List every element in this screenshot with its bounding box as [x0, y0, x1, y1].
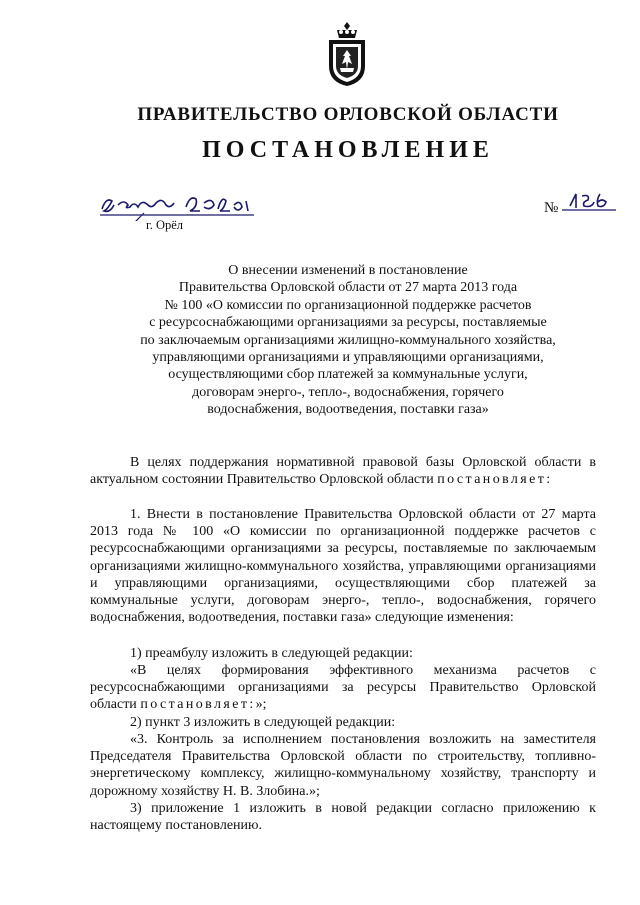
paragraph-1: 1. Внести в постановление Правительства Орловской области от 27 марта 2013 года № 100 «О комиссии по организационной поддержке расчетов с ресурсоснабжающими организациями за ресурсы, поставляемые по заключаемым организациями жилищно-коммунального хозяйства, управляющими организациями и управляющими организациями, осуществляющими сбор платежей за коммунальные услуги, договорам энерго-, тепло-, водоснабжения, горячего водоснабжения, водоотведения, поставки газа» следующие изменения:: [90, 507, 596, 626]
title-line: договорам энерго-, тепло-, водоснабжения, горячего: [192, 384, 504, 400]
title-line: с ресурсоснабжающими организациями за ресурсы, поставляемые: [149, 315, 547, 331]
intro-text: В целях поддержания нормативной правовой базы Орловской области в актуальном состоянии Правительство Орловской области: [90, 455, 596, 488]
title-line: водоснабжения, водоотведения, поставки газа»: [207, 402, 489, 418]
title-line: Правительства Орловской области от 27 марта 2013 года: [178, 280, 518, 296]
paragraph-1-1: 1) преамбулу изложить в следующей редакции:: [130, 646, 413, 661]
paragraph-1-1-quote: [90, 662, 596, 714]
document-type: ПОСТАНОВЛЕНИЕ: [202, 137, 494, 163]
intro-resolve-word: постановляет:: [437, 472, 553, 488]
city: г. Орёл: [146, 218, 184, 232]
title-line: по заключаемым организациями жилищно-коммунального хозяйства,: [140, 332, 556, 348]
paragraph-1-2: 2) пункт 3 изложить в следующей редакции:: [130, 715, 396, 730]
quote-end: »;: [255, 697, 267, 713]
title-line: управляющими организациями и управляющими организациями,: [152, 350, 544, 366]
handwritten-date: [96, 189, 258, 221]
title-line: осуществляющими сбор платежей за коммунальные услуги,: [168, 367, 528, 383]
number-label: №: [544, 200, 559, 216]
quote-text: «В целях формирования эффективного механизма расчетов с ресурсоснабжающими организациями за ресурсы Правительство Орловской области: [90, 663, 596, 713]
coat-of-arms-icon: [323, 20, 371, 88]
decree-title: [60, 262, 636, 419]
intro-paragraph: [90, 454, 596, 488]
handwritten-number: [562, 186, 618, 216]
paragraph-1-3: 3) приложение 1 изложить в новой редакции согласно приложению к настоящему постановлению.: [90, 801, 596, 834]
title-line: О внесении изменений в постановление: [228, 263, 468, 278]
quote-resolve-word: постановляет:: [140, 697, 256, 713]
paragraph-1-2-quote: «3. Контроль за исполнением постановления возложить на заместителя Председателя Правительства Орловской области по строительству, топливно-энергетическому комплексу, жилищно-коммунальному хозяйству, транспорту и дорожному хозяйству Н. В. Злобина.»;: [90, 732, 596, 799]
title-line: № 100 «О комиссии по организационной поддержке расчетов: [164, 297, 532, 313]
government-name: ПРАВИТЕЛЬСТВО ОРЛОВСКОЙ ОБЛАСТИ: [137, 104, 559, 125]
